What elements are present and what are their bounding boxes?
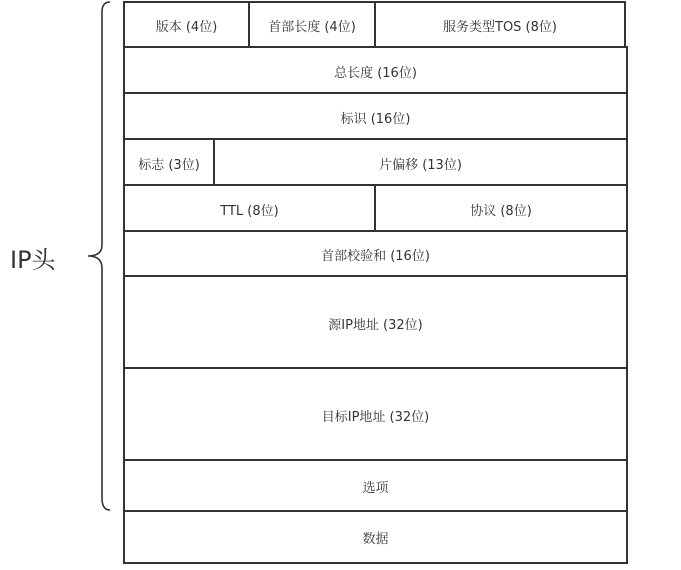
field-data: 数据 xyxy=(123,510,628,564)
ip-header-label: IP头 xyxy=(10,246,56,274)
row-version-ihl-tos xyxy=(123,1,626,48)
field-identification: 标识 (16位) xyxy=(123,92,628,142)
field-total-length: 总长度 (16位) xyxy=(123,46,628,96)
field-protocol: 协议 (8位) xyxy=(374,184,628,234)
row-data xyxy=(123,510,626,562)
field-version: 版本 (4位) xyxy=(123,1,250,50)
field-fragment-offset: 片偏移 (13位) xyxy=(213,138,628,188)
field-tos: 服务类型TOS (8位) xyxy=(374,1,626,50)
row-destination-ip xyxy=(123,367,626,461)
field-ttl: TTL (8位) xyxy=(123,184,376,234)
row-flags-fragment xyxy=(123,138,626,186)
row-source-ip xyxy=(123,275,626,369)
row-header-checksum xyxy=(123,230,626,277)
field-source-ip: 源IP地址 (32位) xyxy=(123,275,628,371)
row-ttl-protocol xyxy=(123,184,626,232)
field-header-length: 首部长度 (4位) xyxy=(248,1,376,50)
row-total-length xyxy=(123,46,626,94)
row-identification xyxy=(123,92,626,140)
field-header-checksum: 首部校验和 (16位) xyxy=(123,230,628,279)
field-options: 选项 xyxy=(123,459,628,514)
curly-brace-icon xyxy=(80,0,120,520)
field-flags: 标志 (3位) xyxy=(123,138,215,188)
row-options xyxy=(123,459,626,512)
field-destination-ip: 目标IP地址 (32位) xyxy=(123,367,628,463)
